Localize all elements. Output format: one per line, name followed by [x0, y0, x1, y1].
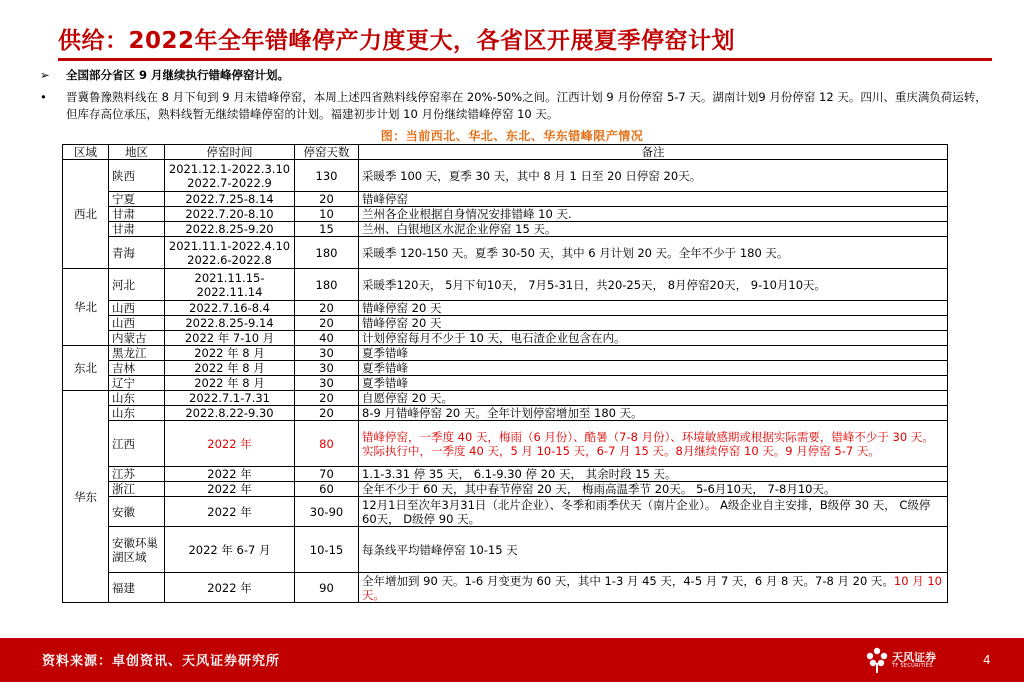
- time-cell: 2022 年 8 月: [165, 361, 295, 376]
- region-cell: 华东: [63, 391, 109, 603]
- note-text: 夏季错峰: [362, 346, 408, 360]
- time-cell: 2022 年 8 月: [165, 376, 295, 391]
- table-row: [63, 237, 948, 269]
- note-text: 全年增加到 90 天。1-6 月变更为 60 天，其中 1-3 月 45 天，4-5 月 7 天，6 月 8 天。7-8 月 20 天。: [362, 573, 894, 588]
- note-text: 全年不少于 60 天，其中春节停窑 20 天， 梅雨高温季节 20天。 5-6月10天， 7-8月10天。: [362, 482, 836, 496]
- time-cell: 2022 年: [165, 421, 295, 467]
- days-cell: 15: [295, 222, 359, 237]
- area-cell: 浙江: [109, 482, 165, 497]
- time-cell: 2022 年: [165, 482, 295, 497]
- time-cell: 2022 年: [165, 497, 295, 527]
- area-cell: 江西: [109, 421, 165, 467]
- days-cell: 30: [295, 361, 359, 376]
- time-cell: 2021.11.1-2022.4.10 2022.6-2022.8: [165, 237, 295, 269]
- days-cell: 20: [295, 406, 359, 421]
- note-text: 夏季错峰: [362, 376, 408, 390]
- days-cell: 30-90: [295, 497, 359, 527]
- table-row: [63, 346, 948, 361]
- time-cell: 2022 年 8 月: [165, 346, 295, 361]
- table-row: [63, 376, 948, 391]
- header-region: 区域: [63, 145, 109, 160]
- area-cell: 安徽: [109, 497, 165, 527]
- area-cell: 内蒙古: [109, 331, 165, 346]
- page-title: 供给：2022年全年错峰停产力度更大，各省区开展夏季停窑计划: [58, 28, 736, 54]
- note-cell: [359, 467, 948, 482]
- note-text: 错峰停窑 20 天: [362, 316, 442, 330]
- note-cell: [359, 346, 948, 361]
- table-row: [63, 573, 948, 603]
- note-text: 12月1日至次年3月31日（北片企业）、冬季和雨季伏天（南片企业）。 A级企业自主安排，B级停 30 天， C级停60天， D级停 90 天。: [362, 497, 931, 526]
- area-cell: 甘肃: [109, 222, 165, 237]
- footer-bar: [0, 638, 1024, 682]
- logo-name: 天风证券: [892, 651, 936, 664]
- area-cell: 吉林: [109, 361, 165, 376]
- area-cell: 陕西: [109, 160, 165, 192]
- table-row: [63, 301, 948, 316]
- table-header-row: [63, 145, 948, 160]
- area-cell: 河北: [109, 269, 165, 301]
- days-cell: 20: [295, 301, 359, 316]
- bullet-2-text: 晋冀鲁豫熟料线在 8 月下旬到 9 月末错峰停窑，本周上述四省熟料线停窑率在 20%-50%之间。江西计划 9 月份停窑 5-7 天。湖南计划9 月份停窑 12 天。四川、重庆满负荷运转，但库存高位承压，熟料线暂无继续错峰停窑的计划。福建初步计划 10 月份继续错峰停窑 10 天。: [66, 90, 987, 121]
- note-cell: [359, 269, 948, 301]
- note-cell: [359, 376, 948, 391]
- table-row: [63, 222, 948, 237]
- time-cell: 2021.11.15- 2022.11.14: [165, 269, 295, 301]
- days-cell: 70: [295, 467, 359, 482]
- area-cell: 黑龙江: [109, 346, 165, 361]
- area-cell: 山西: [109, 301, 165, 316]
- company-logo: [864, 646, 954, 674]
- days-cell: 90: [295, 573, 359, 603]
- note-cell: [359, 361, 948, 376]
- note-cell: [359, 421, 948, 467]
- note-text: 错峰停窑 20 天: [362, 301, 442, 315]
- days-cell: 20: [295, 391, 359, 406]
- time-cell: 2022 年: [165, 573, 295, 603]
- days-cell: 10-15: [295, 527, 359, 573]
- days-cell: 40: [295, 331, 359, 346]
- days-cell: 60: [295, 482, 359, 497]
- note-cell: [359, 301, 948, 316]
- note-cell: [359, 222, 948, 237]
- note-text: 采暖季120天， 5月下旬10天， 7月5-31日，共20-25天， 8月停窑20天， 9-10月10天。: [362, 277, 827, 292]
- time-cell: 2022 年 7-10 月: [165, 331, 295, 346]
- logo-flower-icon: [864, 646, 890, 674]
- header-time: 停窑时间: [165, 145, 295, 160]
- time-cell: 2022.7.1-7.31: [165, 391, 295, 406]
- table-row: [63, 331, 948, 346]
- area-cell: 青海: [109, 237, 165, 269]
- days-cell: 20: [295, 316, 359, 331]
- table-row: [63, 316, 948, 331]
- days-cell: 80: [295, 421, 359, 467]
- note-cell: [359, 497, 948, 527]
- note-text: 错峰停窑，一季度 40 天，梅雨（6 月份）、酷暑（7-8 月份）、环境敏感期或根据实际需要，错峰不少于 30 天。实际执行中，一季度 40 天，5 月 10-15 天，6-7 月 15 天。8月继续停窑 10 天。9 月停窑 5-7 天。: [362, 429, 934, 458]
- source-note: 资料来源：卓创资讯、天风证券研究所: [42, 654, 281, 669]
- area-cell: 山东: [109, 391, 165, 406]
- time-cell: 2022.7.20-8.10: [165, 207, 295, 222]
- note-cell: [359, 406, 948, 421]
- note-text: 夏季错峰: [362, 361, 408, 375]
- header-area: 地区: [109, 145, 165, 160]
- note-text: 兰州、白银地区水泥企业停窑 15 天。: [362, 222, 557, 236]
- note-text: 采暖季 100 天，夏季 30 天，其中 8 月 1 日至 20 日停窑 20天。: [362, 168, 702, 183]
- area-cell: 山西: [109, 316, 165, 331]
- note-highlight: 10 月 10 天。: [362, 573, 942, 602]
- note-text: 1.1-3.31 停 35 天， 6.1-9.30 停 20 天， 其余时段 15 天。: [362, 467, 677, 481]
- time-cell: 2022 年: [165, 467, 295, 482]
- table-row: [63, 467, 948, 482]
- note-cell: [359, 331, 948, 346]
- table-row: [63, 207, 948, 222]
- time-cell: 2022.8.25-9.20: [165, 222, 295, 237]
- area-cell: 甘肃: [109, 207, 165, 222]
- page-number: 4: [983, 653, 991, 667]
- note-text: 采暖季 120-150 天。夏季 30-50 天，其中 6 月计划 20 天。全年不少于 180 天。: [362, 245, 789, 260]
- days-cell: 20: [295, 192, 359, 207]
- note-cell: [359, 237, 948, 269]
- bullet-1: [40, 67, 990, 84]
- note-text: 计划停窑每月不少于 10 天，电石渣企业包含在内。: [362, 331, 626, 345]
- bullet-1-text: 全国部分省区 9 月继续执行错峰停窑计划。: [66, 68, 290, 82]
- area-cell: 宁夏: [109, 192, 165, 207]
- days-cell: 10: [295, 207, 359, 222]
- bullet-2: [40, 89, 990, 123]
- days-cell: 180: [295, 237, 359, 269]
- note-text: 8-9 月错峰停窑 20 天。全年计划停窑增加至 180 天。: [362, 406, 643, 420]
- note-cell: [359, 316, 948, 331]
- note-text: 兰州各企业根据自身情况安排错峰 10 天.: [362, 207, 572, 221]
- note-cell: [359, 160, 948, 192]
- area-cell: 江苏: [109, 467, 165, 482]
- area-cell: 福建: [109, 573, 165, 603]
- time-cell: 2022.7.16-8.4: [165, 301, 295, 316]
- days-cell: 30: [295, 346, 359, 361]
- title-rule: [58, 58, 992, 61]
- header-note: 备注: [359, 145, 948, 160]
- time-cell: 2022 年 6-7 月: [165, 527, 295, 573]
- area-cell: 安徽环巢湖区域: [109, 527, 165, 573]
- note-cell: [359, 573, 948, 603]
- table-row: [63, 497, 948, 527]
- area-cell: 山东: [109, 406, 165, 421]
- region-cell: 东北: [63, 346, 109, 391]
- region-cell: 华北: [63, 269, 109, 346]
- days-cell: 180: [295, 269, 359, 301]
- time-cell: 2022.8.22-9.30: [165, 406, 295, 421]
- time-cell: 2021.12.1-2022.3.10 2022.7-2022.9: [165, 160, 295, 192]
- region-cell: 西北: [63, 160, 109, 269]
- table-row: [63, 269, 948, 301]
- peak-shift-table: [62, 144, 948, 603]
- note-cell: [359, 527, 948, 573]
- note-text: 每条线平均错峰停窑 10-15 天: [362, 542, 518, 557]
- note-text: 自愿停窑 20 天。: [362, 391, 453, 405]
- table-row: [63, 391, 948, 406]
- header-days: 停窑天数: [295, 145, 359, 160]
- table-row: [63, 192, 948, 207]
- table-row: [63, 482, 948, 497]
- table-row: [63, 527, 948, 573]
- note-cell: [359, 207, 948, 222]
- figure-caption: 图：当前西北、华北、东北、华东错峰限产情况: [380, 129, 644, 143]
- note-text: 错峰停窑: [362, 192, 408, 206]
- table-row: [63, 160, 948, 192]
- note-cell: [359, 482, 948, 497]
- note-cell: [359, 391, 948, 406]
- days-cell: 30: [295, 376, 359, 391]
- logo-name-en: TF SECURITIES: [892, 663, 933, 669]
- note-cell: [359, 192, 948, 207]
- table-row: [63, 421, 948, 467]
- days-cell: 130: [295, 160, 359, 192]
- time-cell: 2022.8.25-9.14: [165, 316, 295, 331]
- arrow-bullet-icon: ➢: [40, 68, 50, 82]
- table-row: [63, 361, 948, 376]
- table-row: [63, 406, 948, 421]
- dot-bullet-icon: •: [40, 90, 47, 104]
- area-cell: 辽宁: [109, 376, 165, 391]
- time-cell: 2022.7.25-8.14: [165, 192, 295, 207]
